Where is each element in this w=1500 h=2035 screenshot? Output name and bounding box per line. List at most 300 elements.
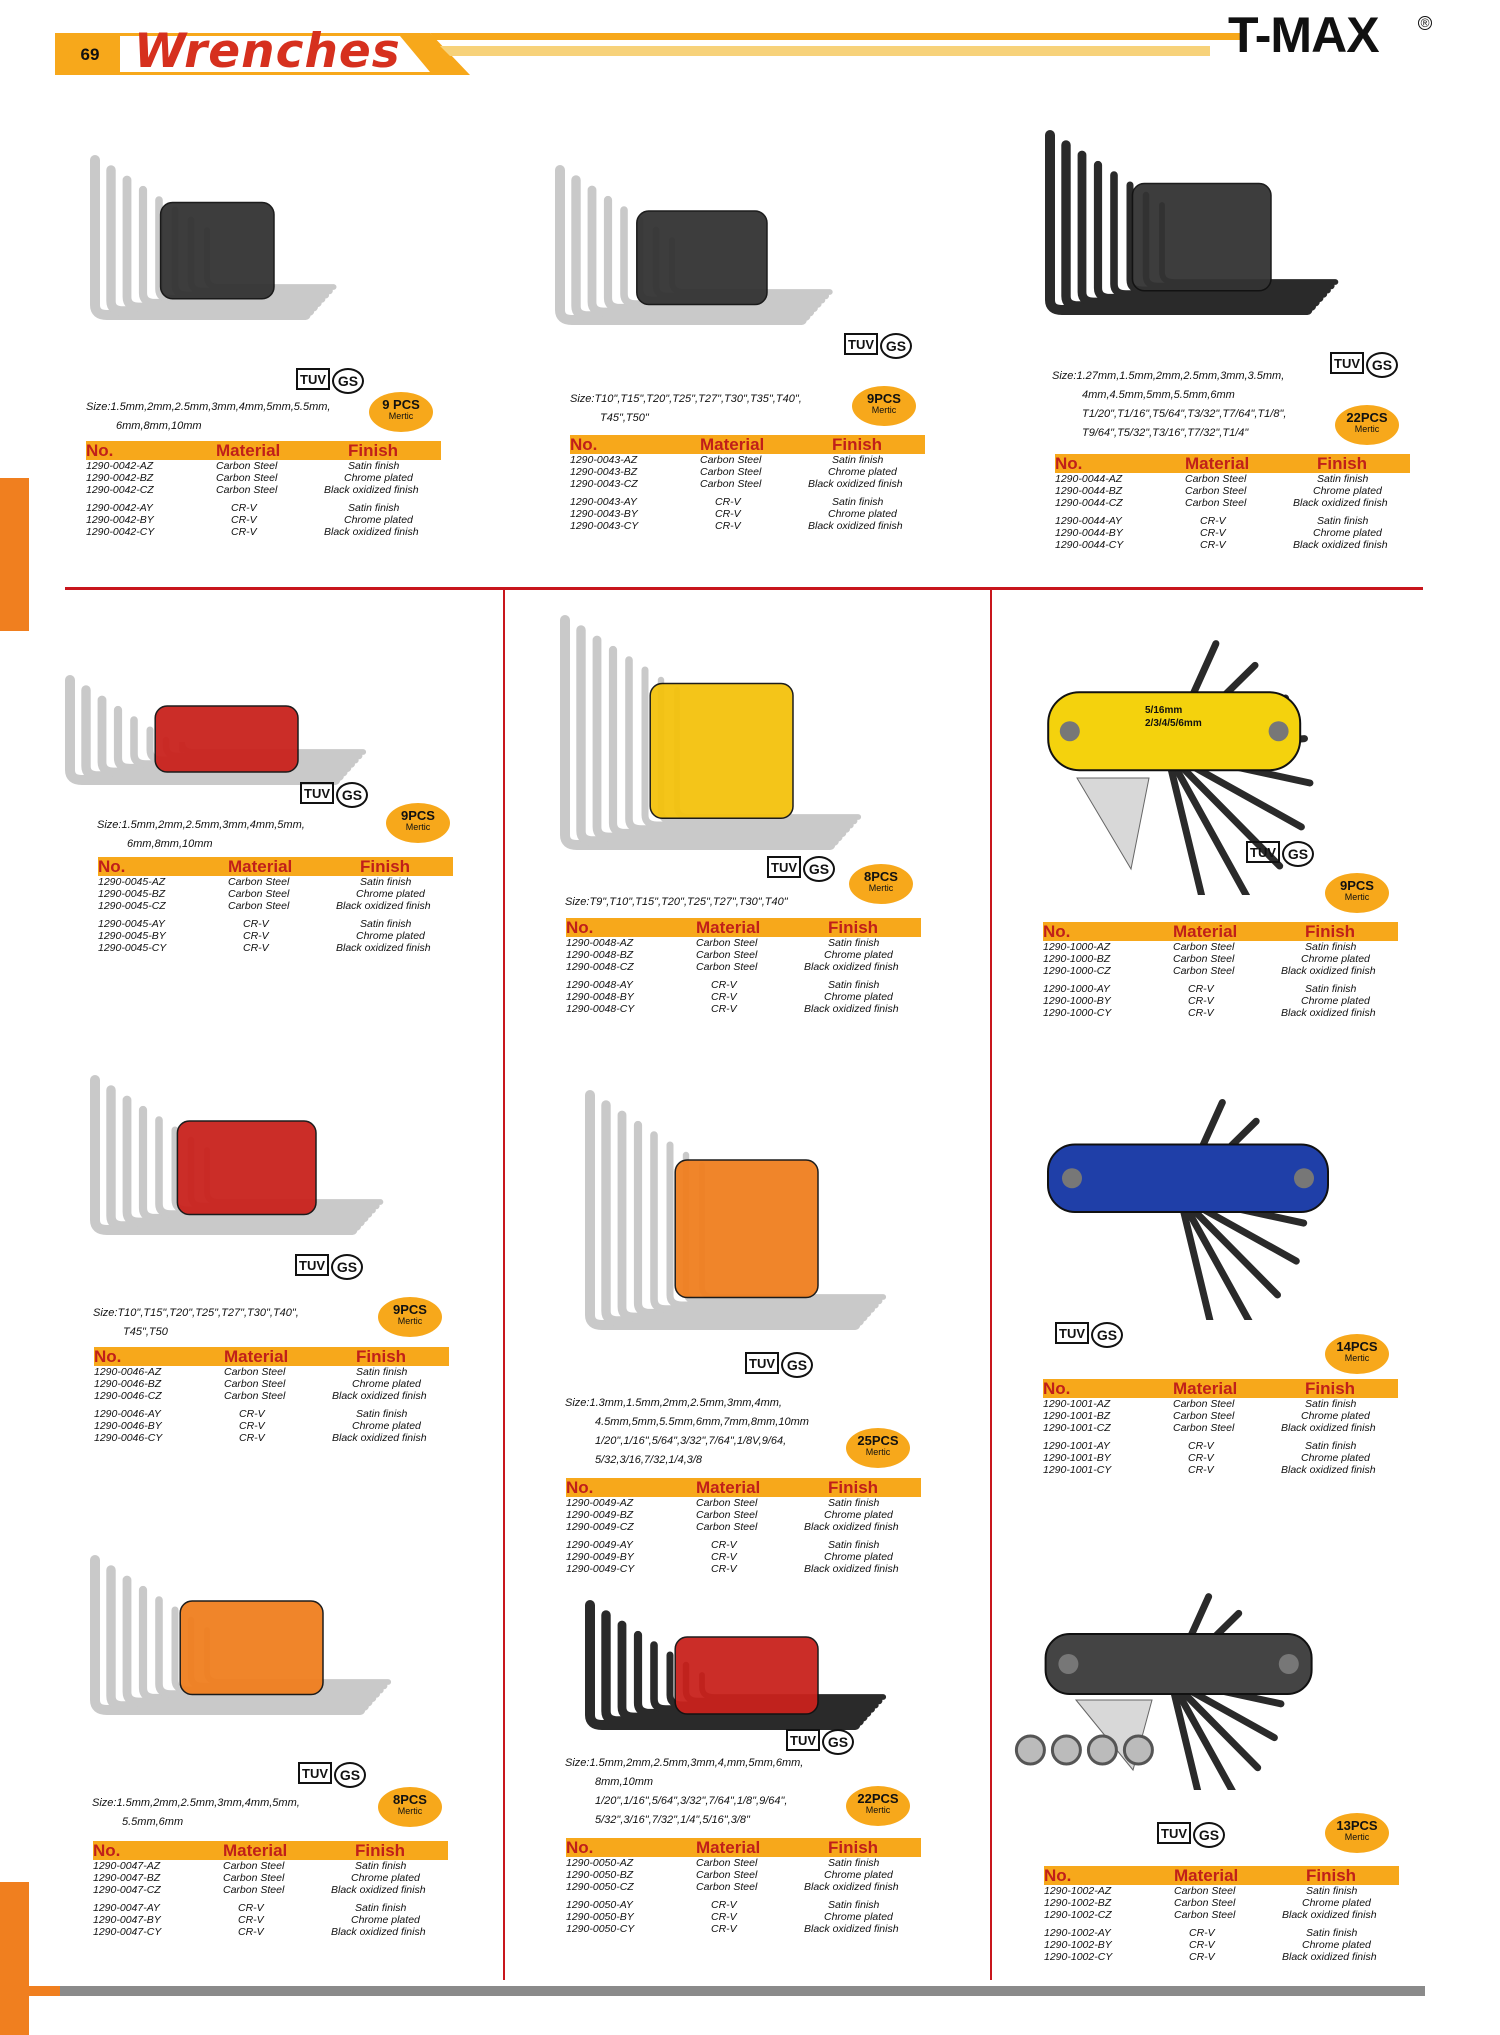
- finish: Chrome plated: [828, 466, 897, 478]
- finish: Satin finish: [355, 1860, 407, 1872]
- model-number: 1290-1002-BY: [1044, 1939, 1112, 1951]
- col-no: No.: [1043, 922, 1071, 941]
- table-row: [1043, 1440, 1398, 1452]
- gs-mark: GS: [1091, 1322, 1123, 1348]
- finish: Satin finish: [1306, 1927, 1358, 1939]
- table-row: [1043, 941, 1398, 953]
- tuv-gs-logo: [844, 333, 914, 359]
- col-material: Material: [223, 1841, 288, 1860]
- finish: Chrome plated: [824, 991, 893, 1003]
- col-material: Material: [216, 441, 281, 460]
- tuv-gs-logo: [1157, 1822, 1227, 1848]
- material: CR-V: [711, 1551, 737, 1563]
- finish: Black oxidized finish: [332, 1390, 427, 1402]
- finish: Satin finish: [360, 918, 412, 930]
- table-row: [98, 888, 453, 900]
- material: Carbon Steel: [223, 1884, 285, 1896]
- material: Carbon Steel: [1173, 1410, 1235, 1422]
- page-header: [0, 0, 1500, 95]
- table-row: [570, 454, 925, 466]
- tool-label: 2/3/4/5/6mm: [1145, 718, 1202, 729]
- material: Carbon Steel: [1173, 1422, 1235, 1434]
- product-image-p48: [555, 610, 895, 855]
- pcs-unit: Mertic: [1344, 892, 1370, 902]
- finish: Black oxidized finish: [804, 1521, 899, 1533]
- tuv-mark: TUV: [1055, 1322, 1089, 1344]
- pcs-badge: [386, 803, 450, 843]
- model-number: 1290-0043-BZ: [570, 466, 638, 478]
- material: Carbon Steel: [700, 466, 762, 478]
- table-row: [1043, 1007, 1398, 1019]
- model-number: 1290-1001-CY: [1043, 1464, 1112, 1476]
- product-image-p45: [60, 670, 400, 790]
- table-row: [1043, 1398, 1398, 1410]
- finish: Chrome plated: [828, 508, 897, 520]
- col-no: No.: [93, 1841, 121, 1860]
- spec-table: [1043, 922, 1398, 1019]
- size-line: 6mm,8mm,10mm: [116, 420, 202, 432]
- table-header: [98, 857, 453, 876]
- model-number: 1290-0047-AY: [93, 1902, 160, 1914]
- size-line: 5.5mm,6mm: [122, 1816, 184, 1828]
- tuv-gs-logo: [300, 782, 370, 808]
- material: CR-V: [239, 1408, 265, 1420]
- col-finish: Finish: [828, 918, 879, 937]
- table-row: [1044, 1939, 1399, 1951]
- table-row: [1055, 473, 1410, 485]
- finish: Chrome plated: [352, 1420, 421, 1432]
- col-finish: Finish: [1305, 922, 1356, 941]
- material: CR-V: [231, 526, 257, 538]
- col-no: No.: [1055, 454, 1083, 473]
- finish: Chrome plated: [356, 930, 425, 942]
- tuv-gs-logo: [295, 1254, 365, 1280]
- size-line: 5/32",3/16",7/32",1/4",5/16",3/8": [595, 1814, 750, 1826]
- gs-mark: GS: [332, 368, 364, 394]
- table-row: [93, 1872, 448, 1884]
- table-row: [98, 876, 453, 888]
- finish: Black oxidized finish: [804, 1003, 899, 1015]
- material: CR-V: [711, 1911, 737, 1923]
- col-finish: Finish: [1305, 1379, 1356, 1398]
- finish: Chrome plated: [344, 514, 413, 526]
- material: CR-V: [1200, 539, 1226, 551]
- col-no: No.: [98, 857, 126, 876]
- pcs-badge: [852, 386, 916, 426]
- table-header: [566, 1478, 921, 1497]
- pcs-badge: [1325, 873, 1389, 913]
- model-number: 1290-0042-BY: [86, 514, 154, 526]
- table-row: [94, 1420, 449, 1432]
- tuv-gs-logo: [1055, 1322, 1125, 1348]
- pcs-count: 25PCS: [857, 1433, 899, 1448]
- table-row: [1043, 965, 1398, 977]
- model-number: 1290-0045-AY: [98, 918, 165, 930]
- size-line: 5/32,3/16,7/32,1/4,3/8: [595, 1454, 703, 1466]
- finish: Satin finish: [1305, 941, 1357, 953]
- col-material: Material: [700, 435, 765, 454]
- table-row: [1055, 539, 1410, 551]
- model-number: 1290-0044-CY: [1055, 539, 1124, 551]
- pcs-unit: Mertic: [868, 883, 894, 893]
- model-number: 1290-0045-BY: [98, 930, 166, 942]
- material: Carbon Steel: [1174, 1909, 1236, 1921]
- finish: Black oxidized finish: [331, 1884, 426, 1896]
- size-spec: [1052, 367, 1286, 443]
- size-spec: [570, 390, 802, 428]
- pcs-count: 22PCS: [1346, 410, 1388, 425]
- finish: Satin finish: [1306, 1885, 1358, 1897]
- material: Carbon Steel: [696, 937, 758, 949]
- finish: Chrome plated: [1313, 485, 1382, 497]
- table-header: [570, 435, 925, 454]
- finish: Black oxidized finish: [1293, 497, 1388, 509]
- model-number: 1290-0047-AZ: [93, 1860, 161, 1872]
- tuv-gs-logo: [1330, 352, 1400, 378]
- page-number: 69: [68, 38, 112, 72]
- finish: Chrome plated: [1301, 1410, 1370, 1422]
- model-number: 1290-0042-AZ: [86, 460, 154, 472]
- page-title: Wrenches: [134, 24, 401, 79]
- table-row: [570, 478, 925, 490]
- size-spec: [86, 398, 330, 436]
- tuv-mark: TUV: [786, 1729, 820, 1751]
- table-row: [570, 466, 925, 478]
- model-number: 1290-0048-CY: [566, 1003, 635, 1015]
- material: Carbon Steel: [216, 460, 278, 472]
- table-row: [1043, 1422, 1398, 1434]
- pcs-unit: Mertic: [1354, 424, 1380, 434]
- pcs-count: 14PCS: [1336, 1339, 1378, 1354]
- table-row: [1055, 527, 1410, 539]
- size-line: 1/20",1/16",5/64",3/32",7/64",1/8V,9/64,: [595, 1435, 787, 1447]
- material: Carbon Steel: [696, 1869, 758, 1881]
- table-row: [566, 961, 921, 973]
- gs-mark: GS: [1282, 841, 1314, 867]
- finish: Satin finish: [1317, 473, 1369, 485]
- finish: Black oxidized finish: [1293, 539, 1388, 551]
- pcs-badge: [369, 392, 433, 432]
- model-number: 1290-0046-CY: [94, 1432, 163, 1444]
- model-number: 1290-0050-BY: [566, 1911, 634, 1923]
- registered-mark: ®: [1418, 16, 1432, 30]
- table-row: [86, 472, 441, 484]
- table-header: [566, 1838, 921, 1857]
- material: Carbon Steel: [700, 454, 762, 466]
- product-image-p49: [580, 1085, 920, 1335]
- finish: Black oxidized finish: [324, 526, 419, 538]
- gs-mark: GS: [1193, 1822, 1225, 1848]
- material: CR-V: [711, 979, 737, 991]
- pcs-unit: Mertic: [1344, 1353, 1370, 1363]
- material: CR-V: [1188, 1440, 1214, 1452]
- finish: Chrome plated: [351, 1914, 420, 1926]
- model-number: 1290-0044-CZ: [1055, 497, 1123, 509]
- model-number: 1290-1002-AY: [1044, 1927, 1111, 1939]
- finish: Black oxidized finish: [1282, 1951, 1377, 1963]
- material: Carbon Steel: [223, 1860, 285, 1872]
- size-line: 4.5mm,5mm,5.5mm,6mm,7mm,8mm,10mm: [595, 1416, 809, 1428]
- table-row: [94, 1432, 449, 1444]
- spec-table: [570, 435, 925, 532]
- model-number: 1290-0045-AZ: [98, 876, 166, 888]
- spec-table: [1043, 1379, 1398, 1476]
- size-line: T1/20",T1/16",T5/64",T3/32",T7/64",T1/8",: [1082, 408, 1287, 420]
- spec-table: [566, 918, 921, 1015]
- gs-mark: GS: [803, 856, 835, 882]
- finish: Chrome plated: [1302, 1897, 1371, 1909]
- material: Carbon Steel: [1173, 953, 1235, 965]
- finish: Satin finish: [828, 1539, 880, 1551]
- model-number: 1290-0049-BY: [566, 1551, 634, 1563]
- model-number: 1290-0049-AY: [566, 1539, 633, 1551]
- tuv-mark: TUV: [1330, 352, 1364, 374]
- material: CR-V: [1188, 1464, 1214, 1476]
- model-number: 1290-0042-BZ: [86, 472, 154, 484]
- pcs-unit: Mertic: [1344, 1832, 1370, 1842]
- material: Carbon Steel: [696, 961, 758, 973]
- col-material: Material: [696, 1838, 761, 1857]
- col-finish: Finish: [828, 1838, 879, 1857]
- table-row: [570, 508, 925, 520]
- model-number: 1290-0043-CZ: [570, 478, 638, 490]
- material: Carbon Steel: [228, 876, 290, 888]
- gs-mark: GS: [1366, 352, 1398, 378]
- table-row: [93, 1884, 448, 1896]
- table-row: [1043, 983, 1398, 995]
- finish: Chrome plated: [1301, 1452, 1370, 1464]
- material: CR-V: [238, 1902, 264, 1914]
- material: Carbon Steel: [1185, 473, 1247, 485]
- col-no: No.: [1043, 1379, 1071, 1398]
- spec-table: [93, 1841, 448, 1938]
- finish: Satin finish: [1317, 515, 1369, 527]
- model-number: 1290-0044-AZ: [1055, 473, 1123, 485]
- col-no: No.: [566, 1838, 594, 1857]
- table-row: [1044, 1927, 1399, 1939]
- model-number: 1290-1001-AY: [1043, 1440, 1110, 1452]
- finish: Black oxidized finish: [808, 520, 903, 532]
- model-number: 1290-1001-BZ: [1043, 1410, 1111, 1422]
- model-number: 1290-0043-BY: [570, 508, 638, 520]
- pcs-unit: Mertic: [397, 1806, 423, 1816]
- table-row: [566, 991, 921, 1003]
- finish: Satin finish: [832, 454, 884, 466]
- table-row: [86, 526, 441, 538]
- spec-table: [86, 441, 441, 538]
- model-number: 1290-1000-CY: [1043, 1007, 1112, 1019]
- product-image-p47: [85, 1550, 425, 1720]
- material: CR-V: [231, 514, 257, 526]
- finish: Satin finish: [828, 1857, 880, 1869]
- pcs-badge: [378, 1787, 442, 1827]
- gs-mark: GS: [880, 333, 912, 359]
- table-row: [1043, 995, 1398, 1007]
- table-row: [1055, 515, 1410, 527]
- finish: Black oxidized finish: [1281, 1422, 1376, 1434]
- table-row: [94, 1366, 449, 1378]
- col-no: No.: [566, 918, 594, 937]
- footer-accent: [0, 1986, 60, 1996]
- finish: Chrome plated: [356, 888, 425, 900]
- model-number: 1290-0047-BY: [93, 1914, 161, 1926]
- pcs-unit: Mertic: [865, 1447, 891, 1457]
- product-image-p1002: [1000, 1590, 1380, 1790]
- table-row: [86, 460, 441, 472]
- finish: Chrome plated: [1302, 1939, 1371, 1951]
- model-number: 1290-0050-AZ: [566, 1857, 634, 1869]
- material: Carbon Steel: [224, 1378, 286, 1390]
- finish: Chrome plated: [1313, 527, 1382, 539]
- table-row: [93, 1914, 448, 1926]
- gs-mark: GS: [822, 1729, 854, 1755]
- pcs-unit: Mertic: [871, 405, 897, 415]
- model-number: 1290-0043-CY: [570, 520, 639, 532]
- material: CR-V: [711, 991, 737, 1003]
- col-finish: Finish: [355, 1841, 406, 1860]
- tuv-mark: TUV: [296, 368, 330, 390]
- col-material: Material: [1174, 1866, 1239, 1885]
- model-number: 1290-0049-BZ: [566, 1509, 634, 1521]
- table-header: [1043, 922, 1398, 941]
- table-row: [93, 1902, 448, 1914]
- tuv-gs-logo: [296, 368, 366, 394]
- spec-table: [566, 1478, 921, 1575]
- model-number: 1290-0050-BZ: [566, 1869, 634, 1881]
- finish: Black oxidized finish: [1281, 1007, 1376, 1019]
- table-header: [94, 1347, 449, 1366]
- material: CR-V: [711, 1923, 737, 1935]
- col-material: Material: [1185, 454, 1250, 473]
- model-number: 1290-0047-BZ: [93, 1872, 161, 1884]
- finish: Satin finish: [828, 937, 880, 949]
- pcs-badge: [378, 1297, 442, 1337]
- material: Carbon Steel: [1185, 485, 1247, 497]
- col-no: No.: [86, 441, 114, 460]
- finish: Black oxidized finish: [808, 478, 903, 490]
- col-material: Material: [696, 918, 761, 937]
- finish: Black oxidized finish: [804, 1563, 899, 1575]
- size-line: Size:1.5mm,2mm,2.5mm,3mm,4mm,5mm,: [92, 1797, 300, 1809]
- pcs-unit: Mertic: [397, 1316, 423, 1326]
- finish: Satin finish: [1305, 1398, 1357, 1410]
- table-row: [570, 520, 925, 532]
- col-material: Material: [228, 857, 293, 876]
- table-row: [98, 918, 453, 930]
- column-divider-right: [990, 590, 992, 1980]
- material: CR-V: [1188, 995, 1214, 1007]
- table-row: [1055, 497, 1410, 509]
- finish: Satin finish: [832, 496, 884, 508]
- size-spec: [93, 1304, 299, 1342]
- finish: Chrome plated: [824, 1551, 893, 1563]
- size-line: Size:1.5mm,2mm,2.5mm,3mm,4,mm,5mm,6mm,: [565, 1757, 804, 1769]
- material: Carbon Steel: [1173, 965, 1235, 977]
- model-number: 1290-0048-BZ: [566, 949, 634, 961]
- table-row: [1044, 1885, 1399, 1897]
- model-number: 1290-0049-AZ: [566, 1497, 634, 1509]
- pcs-badge: [1325, 1334, 1389, 1374]
- col-finish: Finish: [828, 1478, 879, 1497]
- material: Carbon Steel: [216, 472, 278, 484]
- pcs-unit: Mertic: [405, 822, 431, 832]
- table-row: [98, 930, 453, 942]
- brand-logo: T-MAX: [1228, 7, 1379, 63]
- size-line: Size:1.3mm,1.5mm,2mm,2.5mm,3mm,4mm,: [565, 1397, 782, 1409]
- finish: Chrome plated: [1301, 995, 1370, 1007]
- finish: Satin finish: [356, 1408, 408, 1420]
- tuv-gs-logo: [786, 1729, 856, 1755]
- pcs-count: 9PCS: [1340, 878, 1374, 893]
- size-line: Size:T10",T15",T20",T25",T27",T30",T40",: [93, 1307, 299, 1319]
- model-number: 1290-0049-CZ: [566, 1521, 634, 1533]
- tuv-gs-logo: [745, 1352, 815, 1378]
- pcs-unit: Mertic: [388, 411, 414, 421]
- size-line: T45",T50: [123, 1326, 168, 1338]
- material: CR-V: [231, 502, 257, 514]
- pcs-count: 9 PCS: [382, 397, 420, 412]
- table-row: [1043, 1464, 1398, 1476]
- table-row: [566, 1857, 921, 1869]
- size-spec: [565, 1754, 803, 1830]
- col-no: No.: [570, 435, 598, 454]
- finish: Black oxidized finish: [804, 961, 899, 973]
- pcs-count: 9PCS: [867, 391, 901, 406]
- tuv-mark: TUV: [298, 1762, 332, 1784]
- model-number: 1290-0046-AY: [94, 1408, 161, 1420]
- pcs-count: 9PCS: [401, 808, 435, 823]
- model-number: 1290-1000-AY: [1043, 983, 1110, 995]
- product-image-p43: [550, 160, 860, 330]
- table-header: [1055, 454, 1410, 473]
- material: CR-V: [239, 1420, 265, 1432]
- footer-bar: [60, 1986, 1425, 1996]
- model-number: 1290-0047-CZ: [93, 1884, 161, 1896]
- tuv-mark: TUV: [300, 782, 334, 804]
- material: CR-V: [243, 942, 269, 954]
- size-line: Size:1.27mm,1.5mm,2mm,2.5mm,3mm,3.5mm,: [1052, 370, 1285, 382]
- col-material: Material: [224, 1347, 289, 1366]
- table-row: [86, 484, 441, 496]
- section-divider: [65, 587, 1423, 590]
- model-number: 1290-1000-BY: [1043, 995, 1111, 1007]
- pcs-count: 9PCS: [393, 1302, 427, 1317]
- table-row: [86, 502, 441, 514]
- table-row: [94, 1378, 449, 1390]
- model-number: 1290-0046-BY: [94, 1420, 162, 1432]
- finish: Satin finish: [828, 1497, 880, 1509]
- finish: Chrome plated: [824, 1869, 893, 1881]
- table-row: [570, 496, 925, 508]
- model-number: 1290-0046-AZ: [94, 1366, 162, 1378]
- table-row: [566, 1911, 921, 1923]
- model-number: 1290-0049-CY: [566, 1563, 635, 1575]
- table-row: [1044, 1897, 1399, 1909]
- material: CR-V: [238, 1926, 264, 1938]
- model-number: 1290-0045-CY: [98, 942, 167, 954]
- model-number: 1290-0048-CZ: [566, 961, 634, 973]
- material: CR-V: [711, 1539, 737, 1551]
- model-number: 1290-0045-CZ: [98, 900, 166, 912]
- model-number: 1290-0043-AZ: [570, 454, 638, 466]
- material: CR-V: [238, 1914, 264, 1926]
- size-line: T9/64",T5/32",T3/16",T7/32",T1/4": [1082, 427, 1249, 439]
- finish: Chrome plated: [824, 949, 893, 961]
- material: CR-V: [1189, 1927, 1215, 1939]
- finish: Satin finish: [828, 979, 880, 991]
- table-row: [1055, 485, 1410, 497]
- gs-mark: GS: [336, 782, 368, 808]
